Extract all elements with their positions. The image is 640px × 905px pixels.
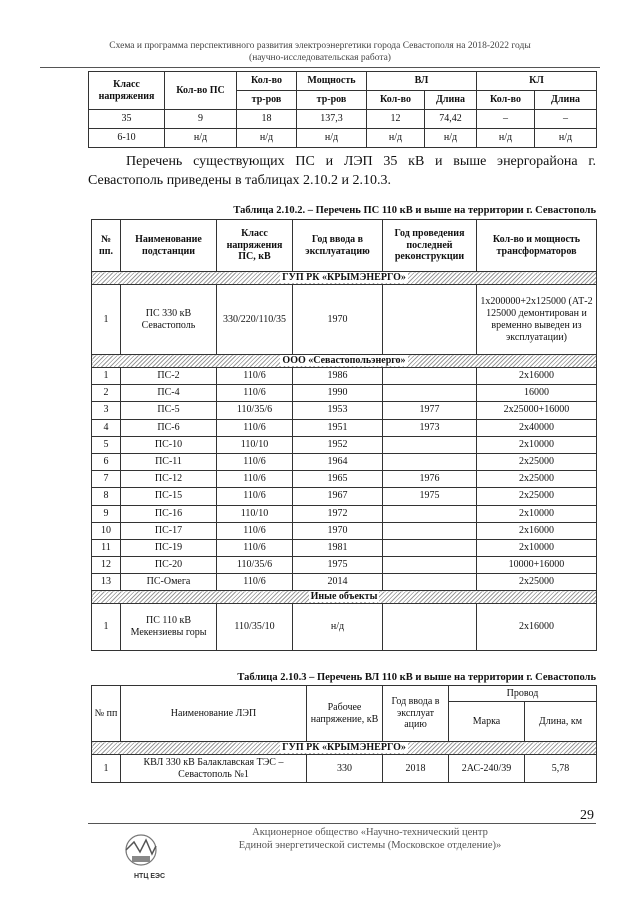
table-row — [92, 604, 597, 651]
header-line-2: (научно-исследовательская работа) — [249, 53, 391, 63]
table-cell: ПС-5 — [121, 402, 217, 419]
table-cell: 1951 — [293, 419, 383, 436]
summary-subheader-vl-length: Длина — [425, 91, 477, 110]
table-cell: 2х10000 — [477, 436, 597, 453]
table-cell: 2АС-240/39 — [449, 755, 525, 783]
table-cell: 74,42 — [425, 110, 477, 129]
table-cell: 110/6 — [217, 488, 293, 505]
header-line-1: Схема и программа перспективного развития электроэнергетики города Севастополя на 2018-2022 годы — [109, 41, 531, 51]
table-cell: 2х25000+16000 — [477, 402, 597, 419]
col-header-wire: Провод — [449, 686, 597, 702]
summary-header-count: Кол-во — [237, 72, 297, 91]
table-cell: 7 — [92, 471, 121, 488]
table-cell: 1 — [92, 368, 121, 385]
table-row — [92, 402, 597, 419]
substations-table — [91, 219, 597, 651]
table-cell — [383, 604, 477, 651]
summary-subheader-kl-length: Длина — [535, 91, 597, 110]
group-label: ГУП РК «КРЫМЭНЕРГО» — [282, 272, 406, 283]
table-cell: 1986 — [293, 368, 383, 385]
col-header-reconstruction: Год проведения последней реконструкции — [383, 220, 477, 272]
table-cell: н/д — [297, 129, 367, 148]
table-cell: 2 — [92, 385, 121, 402]
table-cell: ПС-20 — [121, 557, 217, 574]
footer-line-1: Акционерное общество «Научно-технический центр — [252, 827, 488, 838]
table-cell: ПС 110 кВ Мекензиевы горы — [121, 604, 217, 651]
table-row — [92, 505, 597, 522]
table-cell: н/д — [237, 129, 297, 148]
table-cell: КВЛ 330 кВ Балаклавская ТЭС – Севастополь №1 — [121, 755, 307, 783]
summary-subheader-count: тр-ров — [237, 91, 297, 110]
table-cell: 13 — [92, 574, 121, 591]
lines-table — [91, 685, 597, 783]
table-cell: 12 — [367, 110, 425, 129]
col-header-name: Наименование подстанции — [121, 220, 217, 272]
table-row — [92, 755, 597, 783]
table-cell: – — [477, 110, 535, 129]
table-cell — [383, 522, 477, 539]
table-cell: н/д — [367, 129, 425, 148]
table-cell: 2014 — [293, 574, 383, 591]
table-cell: 9 — [92, 505, 121, 522]
sevastopolenergo-rows — [92, 368, 597, 591]
table-cell: 1990 — [293, 385, 383, 402]
table-row — [89, 129, 597, 148]
table-cell: 110/6 — [217, 522, 293, 539]
col-header-voltage: Класс напряжения ПС, кВ — [217, 220, 293, 272]
table-cell: 18 — [237, 110, 297, 129]
table-cell: 10000+16000 — [477, 557, 597, 574]
table-cell: 1975 — [383, 488, 477, 505]
table-cell: 1 — [92, 285, 121, 355]
table-row — [92, 539, 597, 556]
group-label: ГУП РК «КРЫМЭНЕРГО» — [282, 742, 406, 753]
table-cell: 1981 — [293, 539, 383, 556]
header-rule — [40, 67, 600, 68]
table-cell: 110/6 — [217, 471, 293, 488]
table-cell: ПС-Омега — [121, 574, 217, 591]
table-row — [92, 419, 597, 436]
col-header-brand: Марка — [449, 702, 525, 742]
table-cell: 1965 — [293, 471, 383, 488]
table-cell: 9 — [165, 110, 237, 129]
table-cell: 4 — [92, 419, 121, 436]
table-cell: 1952 — [293, 436, 383, 453]
table-cell — [383, 574, 477, 591]
table-cell: 137,3 — [297, 110, 367, 129]
footer-line-2: Единой энергетической системы (Московское отделение)» — [238, 840, 502, 851]
group-label: ООО «Севастопольэнерго» — [282, 355, 406, 366]
table-cell: 2х25000 — [477, 488, 597, 505]
table-cell: 1967 — [293, 488, 383, 505]
table-row — [92, 488, 597, 505]
footer — [200, 826, 540, 852]
table-cell: 2х40000 — [477, 419, 597, 436]
summary-header-voltage: Класс напряжения — [89, 72, 165, 110]
table-cell: 10 — [92, 522, 121, 539]
table-cell: 1х200000+2х125000 (АТ-2 125000 демонтирован и временно выведен из эксплуатации) — [477, 285, 597, 355]
table-cell: 6-10 — [89, 129, 165, 148]
group-row-krymenergo — [92, 272, 597, 285]
intro-paragraph: Перечень существующих ПС и ЛЭП 35 кВ и выше энергорайона г. Севастополь приведены в таблицах 2.10.2 и 2.10.3. — [88, 154, 596, 188]
table-cell: 1964 — [293, 453, 383, 470]
table-cell: 2х16000 — [477, 522, 597, 539]
summary-header-kl: КЛ — [477, 72, 597, 91]
table-cell: 5,78 — [525, 755, 597, 783]
table-cell: ПС 330 кВ Севастополь — [121, 285, 217, 355]
table-cell: 12 — [92, 557, 121, 574]
table-cell: 2х25000 — [477, 471, 597, 488]
table-cell: 5 — [92, 436, 121, 453]
logo-text: НТЦ ЕЭС — [134, 873, 166, 880]
table-cell: 110/6 — [217, 453, 293, 470]
ntc-ees-logo-icon — [118, 832, 164, 872]
table-cell: 1 — [92, 604, 121, 651]
table-row — [92, 522, 597, 539]
summary-header-power: Мощность — [297, 72, 367, 91]
table-row — [92, 453, 597, 470]
table-cell: 1970 — [293, 285, 383, 355]
group-label: Иные объекты — [310, 591, 378, 603]
col-header-voltage: Рабочее напряжение, кВ — [307, 686, 383, 742]
table-cell: 6 — [92, 453, 121, 470]
table-cell: 110/6 — [217, 574, 293, 591]
table-cell: 110/6 — [217, 419, 293, 436]
page-number: 29 — [580, 808, 594, 823]
summary-table — [88, 71, 597, 148]
table-header-row — [92, 220, 597, 272]
col-header-transformers: Кол-во и мощность трансформаторов — [477, 220, 597, 272]
table-cell: 8 — [92, 488, 121, 505]
table-cell — [383, 505, 477, 522]
table-cell: 35 — [89, 110, 165, 129]
table-cell: 330 — [307, 755, 383, 783]
table-cell — [383, 285, 477, 355]
table-cell — [383, 368, 477, 385]
table-cell: 1975 — [293, 557, 383, 574]
table-cell: ПС-2 — [121, 368, 217, 385]
col-header-num: № пп. — [92, 220, 121, 272]
table-cell: 110/35/6 — [217, 557, 293, 574]
table-cell — [383, 436, 477, 453]
table-cell: 3 — [92, 402, 121, 419]
table-cell: 110/10 — [217, 436, 293, 453]
group-row-krymenergo — [92, 742, 597, 755]
table-cell: ПС-15 — [121, 488, 217, 505]
col-header-year: Год ввода в эксплуат ацию — [383, 686, 449, 742]
table-cell: ПС-11 — [121, 453, 217, 470]
table-cell — [383, 539, 477, 556]
group-row-sevastopolenergo — [92, 355, 597, 368]
summary-header-substations: Кол-во ПС — [165, 72, 237, 110]
table-cell: ПС-16 — [121, 505, 217, 522]
table-cell: н/д — [293, 604, 383, 651]
footer-rule — [88, 823, 596, 824]
table-row — [92, 574, 597, 591]
table-row — [92, 368, 597, 385]
table-cell: 1976 — [383, 471, 477, 488]
table-cell: 1970 — [293, 522, 383, 539]
table-cell — [383, 385, 477, 402]
table-row — [92, 557, 597, 574]
document-header — [40, 40, 600, 64]
table-row — [89, 110, 597, 129]
table-cell: 16000 — [477, 385, 597, 402]
table-cell: 1972 — [293, 505, 383, 522]
table-cell: ПС-12 — [121, 471, 217, 488]
table-cell: 2х10000 — [477, 505, 597, 522]
table-cell: 11 — [92, 539, 121, 556]
table-cell: ПС-6 — [121, 419, 217, 436]
table-cell: 2х25000 — [477, 574, 597, 591]
group-row-other — [92, 591, 597, 604]
col-header-length: Длина, км — [525, 702, 597, 742]
table-cell: 2018 — [383, 755, 449, 783]
summary-subheader-vl-qty: Кол-во — [367, 91, 425, 110]
table-cell: 110/6 — [217, 539, 293, 556]
table-cell: 110/6 — [217, 368, 293, 385]
table-cell: 330/220/110/35 — [217, 285, 293, 355]
table-cell: н/д — [425, 129, 477, 148]
summary-subheader-kl-qty: Кол-во — [477, 91, 535, 110]
summary-subheader-power: тр-ров — [297, 91, 367, 110]
table-row — [92, 285, 597, 355]
table-cell: 110/6 — [217, 385, 293, 402]
table-cell: 110/10 — [217, 505, 293, 522]
table-cell: н/д — [535, 129, 597, 148]
col-header-line-name: Наименование ЛЭП — [121, 686, 307, 742]
table-row — [92, 436, 597, 453]
table-cell: ПС-19 — [121, 539, 217, 556]
table-cell: 1953 — [293, 402, 383, 419]
table-cell: 2х16000 — [477, 368, 597, 385]
table-cell: ПС-10 — [121, 436, 217, 453]
table-cell: ПС-4 — [121, 385, 217, 402]
table-cell: 1977 — [383, 402, 477, 419]
table-cell: 110/35/6 — [217, 402, 293, 419]
table-cell: 1 — [92, 755, 121, 783]
table-row — [92, 471, 597, 488]
table-cell: н/д — [477, 129, 535, 148]
table2-caption: Таблица 2.10.2. – Перечень ПС 110 кВ и выше на территории г. Севастополь — [233, 205, 596, 216]
table-cell — [383, 453, 477, 470]
table-cell: ПС-17 — [121, 522, 217, 539]
table-cell — [383, 557, 477, 574]
table-cell: 1973 — [383, 419, 477, 436]
summary-header-vl: ВЛ — [367, 72, 477, 91]
table-cell: – — [535, 110, 597, 129]
col-header-num: № пп — [92, 686, 121, 742]
table-cell: 110/35/10 — [217, 604, 293, 651]
table-cell: 2х16000 — [477, 604, 597, 651]
col-header-year: Год ввода в эксплуатацию — [293, 220, 383, 272]
table-cell: 2х25000 — [477, 453, 597, 470]
table-row — [92, 385, 597, 402]
table-cell: 2х10000 — [477, 539, 597, 556]
table-cell: н/д — [165, 129, 237, 148]
table3-caption: Таблица 2.10.3 – Перечень ВЛ 110 кВ и выше на территории г. Севастополь — [237, 672, 596, 683]
